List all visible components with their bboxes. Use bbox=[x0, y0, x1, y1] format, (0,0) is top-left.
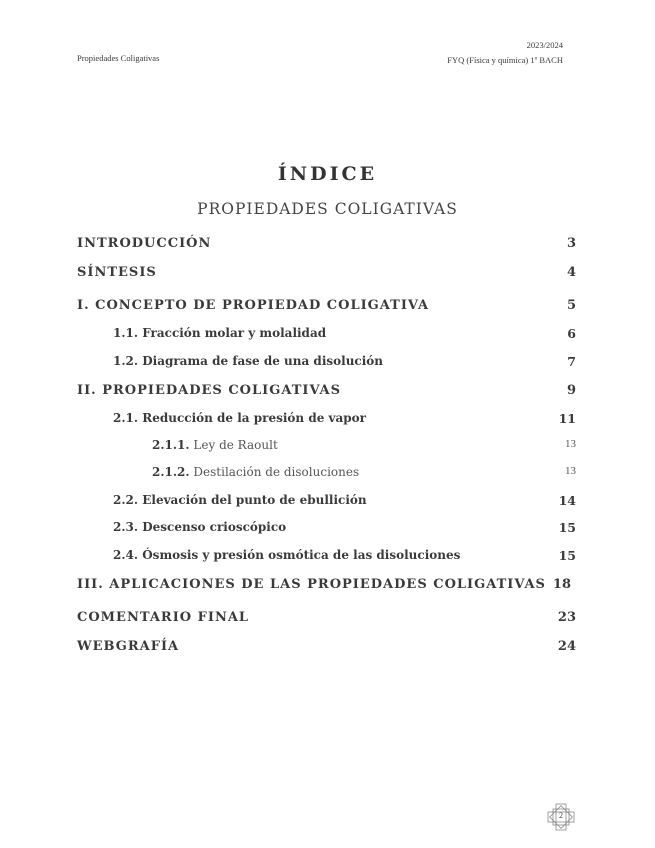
toc-entry-page: 4 bbox=[566, 265, 576, 280]
toc-entry-label: II. PROPIEDADES COLIGATIVAS bbox=[77, 383, 342, 398]
toc-entry-page: 3 bbox=[566, 236, 576, 251]
toc-entry-label: SÍNTESIS bbox=[77, 265, 157, 280]
toc-entry-label bbox=[152, 438, 278, 452]
toc-entry-page: 9 bbox=[566, 383, 576, 398]
toc-entry-label: I. CONCEPTO DE PROPIEDAD COLIGATIVA bbox=[77, 298, 430, 313]
toc-entry-label bbox=[152, 465, 359, 479]
header-course: FYQ (Física y química) 1º BACH bbox=[447, 55, 563, 65]
header-document-title: Propiedades Coligativas bbox=[77, 53, 160, 63]
toc-entry-label: INTRODUCCIÓN bbox=[77, 236, 212, 251]
toc-entry-number: 2.1.2. bbox=[152, 465, 190, 479]
toc-entry-text: Ley de Raoult bbox=[193, 438, 278, 452]
toc-entry-page: 11 bbox=[558, 411, 576, 426]
header-course-info bbox=[447, 38, 563, 68]
toc-entry-page: 13 bbox=[565, 465, 576, 477]
toc-entry-page: 5 bbox=[566, 298, 576, 313]
toc-entry-number: 2.1.1. bbox=[152, 438, 190, 452]
toc-entry-page: 23 bbox=[557, 610, 576, 625]
toc-entry-page: 6 bbox=[567, 326, 576, 341]
toc-entry-label: COMENTARIO FINAL bbox=[77, 610, 250, 625]
toc-entry-page: 13 bbox=[565, 438, 576, 450]
toc-entry-label: 2.4. Ósmosis y presión osmótica de las disoluciones bbox=[113, 548, 461, 562]
toc-entry-label: 2.3. Descenso crioscópico bbox=[113, 520, 287, 534]
toc-entry-text: Destilación de disoluciones bbox=[193, 465, 360, 479]
page-title: ÍNDICE bbox=[277, 163, 378, 185]
toc-entry-label: III. APLICACIONES DE LAS PROPIEDADES COLIGATIVAS bbox=[77, 577, 546, 592]
page-number: 2 bbox=[559, 811, 563, 820]
toc-entry-page: 14 bbox=[558, 493, 576, 508]
toc-entry-page: 15 bbox=[558, 548, 576, 563]
toc-entry-label: WEBGRAFÍA bbox=[77, 639, 180, 654]
header-year: 2023/2024 bbox=[526, 40, 563, 50]
toc-entry-label: 1.2. Diagrama de fase de una disolución bbox=[113, 354, 384, 368]
toc-entry-page: 7 bbox=[567, 354, 576, 369]
page-number-badge bbox=[545, 802, 577, 832]
toc-entry-label: 1.1. Fracción molar y molalidad bbox=[113, 326, 327, 340]
toc-entry-page: 18 bbox=[552, 577, 571, 592]
toc-entry-label: 2.2. Elevación del punto de ebullición bbox=[113, 493, 367, 507]
toc-entry-page: 24 bbox=[557, 639, 576, 654]
page-subtitle: PROPIEDADES COLIGATIVAS bbox=[197, 200, 458, 218]
toc-entry-label: 2.1. Reducción de la presión de vapor bbox=[113, 411, 366, 425]
toc-entry-page: 15 bbox=[558, 520, 576, 535]
